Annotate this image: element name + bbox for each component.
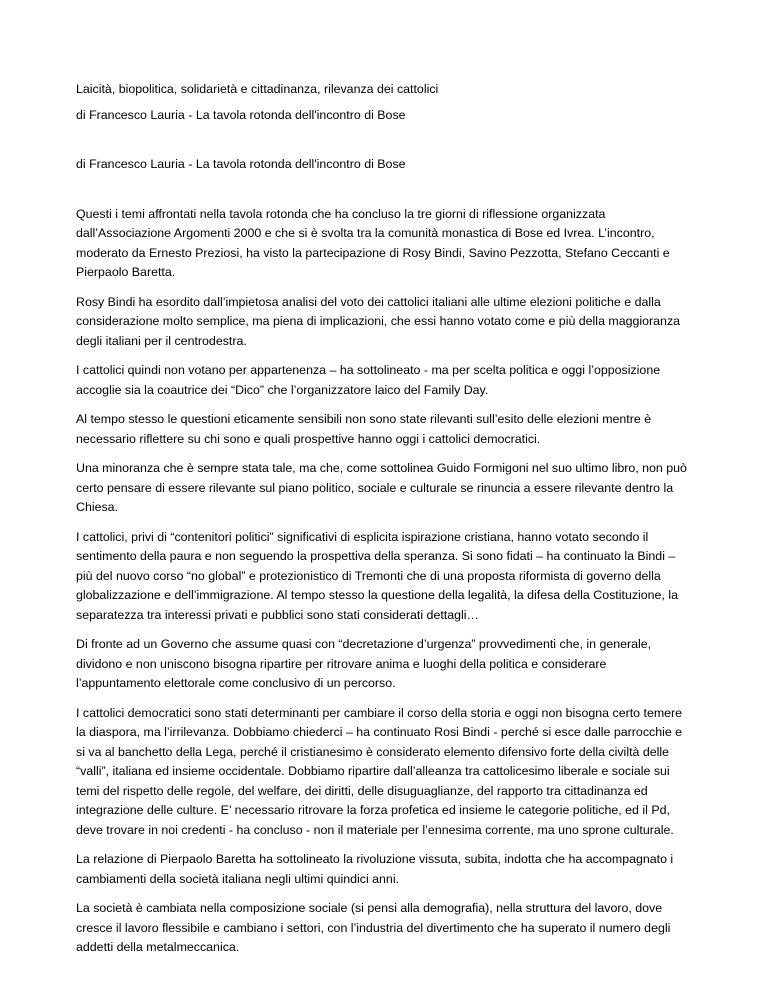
paragraph: I cattolici quindi non votano per appartenenza – ha sottolineato - ma per scelta politica e oggi l’opposizione accoglie sia la coautrice dei “Dico” che l’organizzatore laico del Family Day.: [76, 363, 661, 397]
document-subtitle: di Francesco Lauria - La tavola rotonda dell'incontro di Bose: [76, 107, 406, 122]
paragraph: Una minoranza che è sempre stata tale, ma che, come sottolinea Guido Formigoni nel suo ultimo libro, non può certo pensare di essere rilevante sul piano politico, sociale e culturale se rinuncia a essere rilevante dentro la Chiesa.: [76, 461, 687, 514]
paragraph: I cattolici democratici sono stati determinanti per cambiare il corso della storia e oggi non bisogna certo temere la diaspora, ma l’irrilevanza. Dobbiamo chiederci – ha continuato Rosi Bindi - perché si esce dalle parrocchie e si va al banchetto della Lega, perché il cristianesimo è considerato elemento difensivo forte della civiltà delle “valli”, italiana ed insieme occidentale. Dobbiamo ripartire dall’alleanza tra cattolicesimo liberale e sociale sui temi del rispetto delle regole, del welfare, dei diritti, delle disuguaglianze, del rapporto tra cittadinanza ed integrazione delle culture. E’ necessario ritrovare la forza profetica ed insieme le categorie politiche, ed il Pd, deve trovare in noi credenti - ha concluso - non il materiale per l’ennesima corrente, ma uno sprone culturale.: [76, 705, 683, 837]
paragraph: Rosy Bindi ha esordito dall’impietosa analisi del voto dei cattolici italiani alle ultime elezioni politiche e dalla considerazione molto semplice, ma piena di implicazioni, che essi hanno votato come e più della maggioranza degli italiani per il centrodestra.: [76, 294, 681, 348]
article-body: [76, 205, 694, 958]
paragraph: Questi i temi affrontati nella tavola rotonda che ha concluso la tre giorni di riflessione organizzata dall’Associazione Argomenti 2000 e che si è svolta tra la comunità monastica di Bose ed Ivrea. L’incontro, moderato da Ernesto Preziosi, ha visto la partecipazione di Rosy Bindi, Savino Pezzotta, Stefano Ceccanti e Pierpaolo Baretta.: [76, 206, 670, 279]
paragraph: I cattolici, privi di “contenitori politici” significativi di esplicita ispirazione cristiana, hanno votato secondo il sentimento della paura e non seguendo la prospettiva della speranza. Si sono fidati – ha continuato la Bindi – più del nuovo corso “no global” e protezionistico di Tremonti che di una proposta riformista di governo della globalizzazione e dell’immigrazione. Al tempo stesso la questione della legalità, la difesa della Costituzione, la separatezza tra interessi privati e pubblici sono stati considerati dettagli…: [76, 529, 678, 622]
paragraph: La società è cambiata nella composizione sociale (si pensi alla demografia), nella struttura del lavoro, dove cresce il lavoro flessibile e cambiano i settori, con l’industria del divertimento che ha superato il numero degli addetti della metalmeccanica.: [76, 901, 671, 954]
paragraph: La relazione di Pierpaolo Baretta ha sottolineato la rivoluzione vissuta, subita, indotta che ha accompagnato i cambiamenti della società italiana negli ultimi quindici anni.: [76, 852, 674, 886]
paragraph: Di fronte ad un Governo che assume quasi con “decretazione d’urgenza” provvedimenti che, in generale, dividono e non uniscono bisogna ripartire per ritrovare anima e luoghi della politica e considerare l’appuntamento elettorale come conclusivo di un percorso.: [76, 637, 652, 690]
document-title: Laicità, biopolitica, solidarietà e cittadinanza, rilevanza dei cattolici: [76, 82, 439, 96]
paragraph: Al tempo stesso le questioni eticamente sensibili non sono state rilevanti sull’esito delle elezioni mentre è necessario riflettere su chi sono e quali prospettive hanno oggi i cattolici democratici.: [76, 412, 652, 446]
document-byline: di Francesco Lauria - La tavola rotonda dell'incontro di Bose: [76, 157, 406, 171]
